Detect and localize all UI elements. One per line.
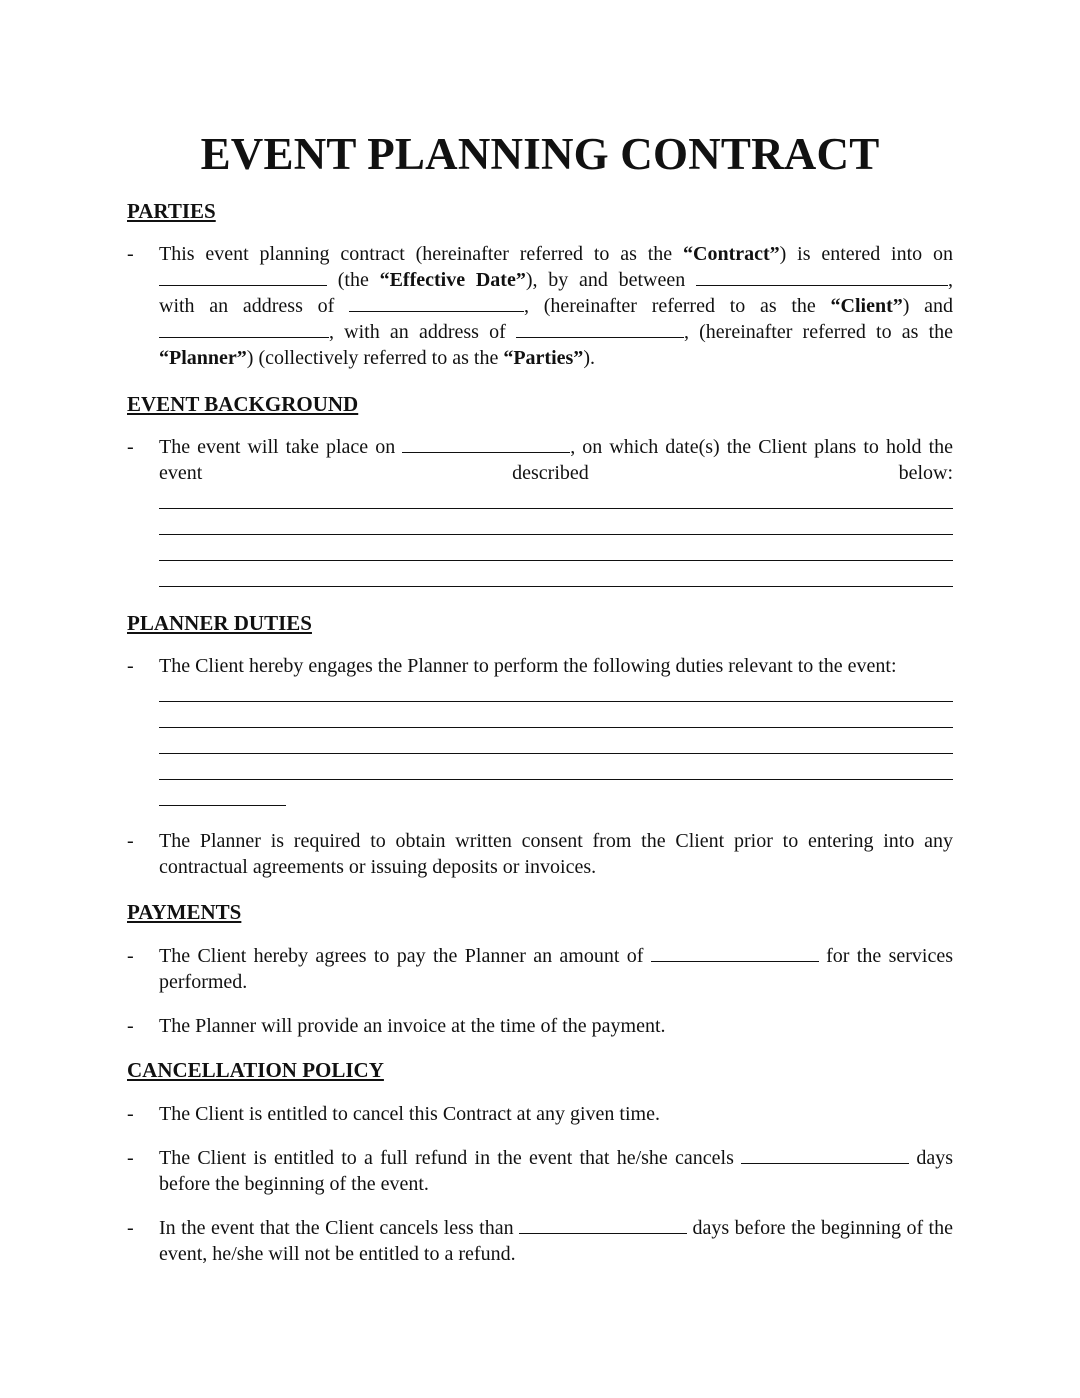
list-dash: -	[127, 655, 134, 677]
invoice-text: The Planner will provide an invoice at the time of the payment.	[159, 1015, 666, 1037]
list-dash: -	[127, 945, 134, 967]
list-dash: -	[127, 1103, 134, 1125]
list-dash: -	[127, 830, 134, 852]
planner-duties-paragraph	[127, 653, 953, 679]
duties-line-end[interactable]	[159, 805, 286, 806]
full-refund-text: The Client is entitled to a full refund in the event that he/she cancels days before the beginning of the event.	[159, 1147, 953, 1195]
planner-duties-text: The Client hereby engages the Planner to perform the following duties relevant to the event:	[159, 655, 897, 677]
list-dash: -	[127, 243, 134, 265]
section-heading-payments: PAYMENTS	[127, 900, 242, 924]
term-effective-date: “Effective Date”	[379, 269, 526, 291]
event-background-text: The event will take place on , on which date(s) the Client plans to hold the event described below:	[159, 436, 954, 484]
duties-line[interactable]	[159, 727, 953, 728]
event-date-blank[interactable]	[402, 435, 570, 453]
section-heading-event-background: EVENT BACKGROUND	[127, 392, 359, 416]
payment-amount-blank[interactable]	[651, 944, 819, 962]
section-heading-cancellation-policy: CANCELLATION POLICY	[127, 1058, 384, 1082]
invoice-paragraph	[127, 1013, 953, 1039]
planner-consent-text: The Planner is required to obtain written consent from the Client prior to entering into any contractual agreements or issuing deposits or invoices.	[159, 830, 953, 878]
refund-days-blank[interactable]	[741, 1146, 909, 1164]
event-description-line[interactable]	[159, 508, 953, 509]
term-planner: “Planner”	[159, 347, 247, 369]
effective-date-blank[interactable]	[159, 268, 327, 286]
duties-line[interactable]	[159, 753, 953, 754]
client-name-blank[interactable]	[696, 268, 948, 286]
full-refund-paragraph	[127, 1145, 953, 1197]
list-dash: -	[127, 1217, 134, 1239]
planner-name-blank[interactable]	[159, 320, 329, 338]
duties-line[interactable]	[159, 701, 953, 702]
event-background-paragraph	[127, 434, 953, 486]
term-parties: “Parties”	[503, 347, 584, 369]
duties-line[interactable]	[159, 779, 953, 780]
payment-amount-paragraph	[127, 943, 953, 995]
document-title: EVENT PLANNING CONTRACT	[200, 129, 880, 179]
event-description-line[interactable]	[159, 560, 953, 561]
client-address-blank[interactable]	[349, 294, 524, 312]
planner-consent-paragraph	[127, 828, 953, 880]
list-dash: -	[127, 436, 134, 458]
list-dash: -	[127, 1147, 134, 1169]
cancel-right-text: The Client is entitled to cancel this Contract at any given time.	[159, 1103, 660, 1125]
planner-address-blank[interactable]	[516, 320, 684, 338]
no-refund-days-blank[interactable]	[519, 1216, 687, 1234]
payment-amount-text: The Client hereby agrees to pay the Planner an amount of for the services performed.	[159, 945, 953, 993]
event-description-line[interactable]	[159, 586, 953, 587]
section-heading-planner-duties: PLANNER DUTIES	[127, 611, 312, 635]
parties-paragraph	[127, 241, 953, 371]
no-refund-text: In the event that the Client cancels less than days before the beginning of the event, he/she will not be entitled to a refund.	[159, 1217, 953, 1265]
cancel-right-paragraph	[127, 1101, 953, 1127]
list-dash: -	[127, 1015, 134, 1037]
no-refund-paragraph	[127, 1215, 953, 1267]
section-heading-parties: PARTIES	[127, 199, 216, 223]
term-client: “Client”	[830, 295, 903, 317]
term-contract: “Contract”	[683, 243, 780, 265]
event-description-line[interactable]	[159, 534, 953, 535]
parties-text: This event planning contract (hereinafter referred to as the “Contract”) is entered into on (the “Effective Date”), by and between , with an address of , (hereinafter referred to as the “Client”) and , with an address of , (hereinafter referred to as the “Planner”) (collectively referred to as the “Parties”).	[159, 243, 954, 369]
